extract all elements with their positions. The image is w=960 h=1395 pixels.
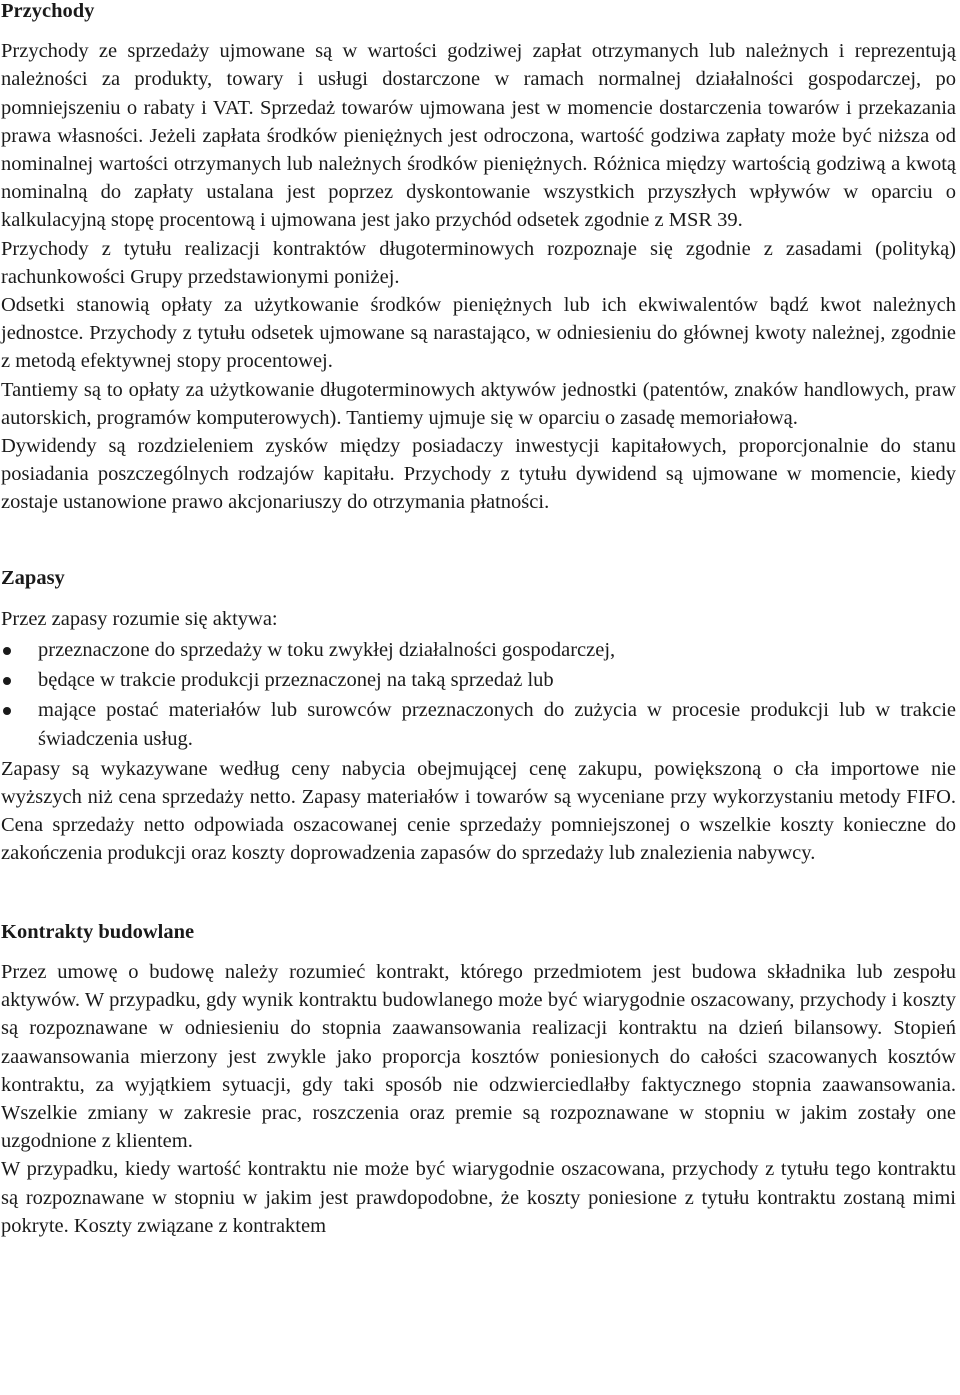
section-heading-kontrakty: Kontrakty budowlane — [1, 920, 195, 943]
paragraph: Przez umowę o budowę należy rozumieć kontrakt, którego przedmiotem jest budowa składnika lub zespołu aktywów. W przypadku, gdy wynik kontraktu budowlanego może być wiarygodnie oszacowany, przychody i koszty są rozpoznawane w odniesieniu do stopnia zaawansowania realizacji kontraktu na dzień bilansowy. Stopień zaawansowania mierzony jest zwykle jako proporcja kosztów poniesionych do całości szacowanych kosztów kontraktu, za wyjątkiem sytuacji, gdy taki sposób nie odzwierciedlałby faktycznego stopnia zaawansowania. Wszelkie zmiany w zakresie prac, roszczenia oraz premie są rozpoznawane w stopniu w jakim zostały one uzgodnione z klientem. — [1, 960, 956, 1153]
list-item — [1, 636, 956, 664]
paragraph: Przychody ze sprzedaży ujmowane są w wartości godziwej zapłat otrzymanych lub należnych i reprezentują należności za produkty, towary i usługi dostarczone w ramach normalnej działalności gospodarczej, po pomniejszeniu o rabaty i VAT. Sprzedaż towarów ujmowana jest w momencie dostarczenia towarów i przekazania prawa własności. Jeżeli zapłata środków pieniężnych jest odroczona, wartość godziwa zapłaty może być niższa od nominalnej wartości otrzymanych lub należnych środków pieniężnych. Różnica między wartością godziwą a kwotą nominalną do zapłaty ustalana jest poprzez dyskontowanie wszystkich przyszłych wpływów w oparciu o kalkulacyjną stopę procentową i ujmowana jest jako przychód odsetek zgodnie z MSR 39. — [1, 40, 956, 232]
paragraph-intro: Przez zapasy rozumie się aktywa: — [1, 607, 278, 630]
section-heading-zapasy: Zapasy — [1, 566, 65, 589]
paragraph: Odsetki stanowią opłaty za użytkowanie środków pieniężnych lub ich ekwiwalentów bądź kwot należnych jednostce. Przychody z tytułu odsetek ujmowane są narastająco, w odniesieniu do głównej kwoty należnej, zgodnie z metodą efektywnej stopy procentowej. — [1, 294, 956, 373]
section-heading-przychody: Przychody — [1, 0, 95, 22]
paragraph: Przychody z tytułu realizacji kontraktów długoterminowych rozpoznaje się zgodnie z zasadami (polityką) rachunkowości Grupy przedstawionymi poniżej. — [1, 237, 956, 288]
list-item — [1, 666, 956, 694]
list-item-text: przeznaczone do sprzedaży w toku zwykłej działalności gospodarczej, — [38, 639, 616, 662]
bullet-icon — [3, 707, 11, 715]
list-item-text: będące w trakcie produkcji przeznaczonej na taką sprzedaż lub — [38, 669, 554, 692]
paragraph: Zapasy są wykazywane według ceny nabycia obejmującej cenę zakupu, powiększoną o cła importowe nie wyższych niż cena sprzedaży netto. Zapasy materiałów i towarów są wyceniane przy wykorzystaniu metody FIFO. Cena sprzedaży netto odpowiada oszacowanej cenie sprzedaży pomniejszonej o wszelkie koszty konieczne do zakończenia produkcji oraz koszty doprowadzenia zapasów do sprzedaży lub znalezienia nabywcy. — [1, 757, 956, 865]
paragraph: W przypadku, kiedy wartość kontraktu nie może być wiarygodnie oszacowana, przychody z tytułu tego kontraktu są rozpoznawane w stopniu w jakim jest prawdopodobne, że koszty poniesione z tytułu kontraktu zostaną mimi pokryte. Koszty związane z kontraktem — [1, 1158, 956, 1237]
list-item — [1, 696, 956, 752]
bullet-icon — [3, 647, 11, 655]
bullet-icon — [3, 677, 11, 685]
paragraph: Tantiemy są to opłaty za użytkowanie długoterminowych aktywów jednostki (patentów, znaków handlowych, praw autorskich, programów komputerowych). Tantiemy ujmuje się w oparciu o zasadę memoriałową. — [1, 378, 956, 429]
list-item-text: mające postać materiałów lub surowców przeznaczonych do zużycia w procesie produkcji lub w trakcie świadczenia usług. — [38, 699, 956, 750]
bullet-list — [1, 636, 956, 753]
paragraph: Dywidendy są rozdzieleniem zysków między posiadaczy inwestycji kapitałowych, proporcjonalnie do stanu posiadania poszczególnych rodzajów kapitału. Przychody z tytułu dywidend są ujmowane w momencie, kiedy zostaje ustanowione prawo akcjonariuszy do otrzymania płatności. — [1, 435, 956, 514]
